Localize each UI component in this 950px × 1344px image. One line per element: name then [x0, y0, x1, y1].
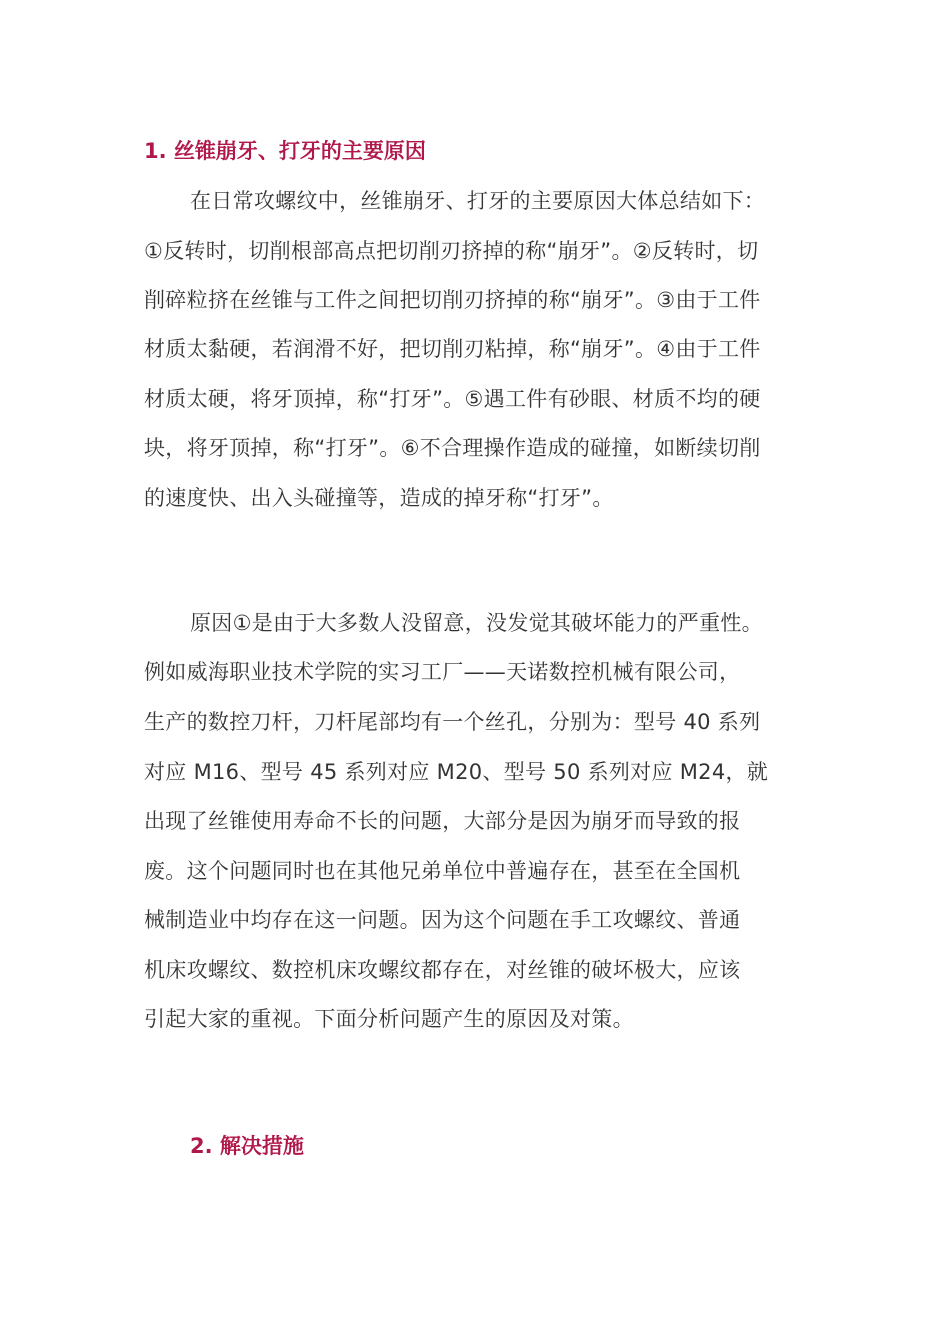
paragraph-line: 材质太硬，将牙顶掉，称“打牙”。⑤遇工件有砂眼、材质不均的硬: [144, 387, 761, 411]
paragraph-line: 削碎粒挤在丝锥与工件之间把切削刃挤掉的称“崩牙”。③由于工件: [144, 288, 761, 312]
paragraph-line: 械制造业中均存在这一问题。因为这个问题在手工攻螺纹、普通: [144, 908, 741, 932]
paragraph-line: 出现了丝锥使用寿命不长的问题，大部分是因为崩牙而导致的报: [144, 809, 741, 833]
paragraph-line: 材质太黏硬，若润滑不好，把切削刃粘掉，称“崩牙”。④由于工件: [144, 337, 761, 361]
paragraph-line: 引起大家的重视。下面分析问题产生的原因及对策。: [144, 1007, 634, 1031]
paragraph-line: 对应 M16、型号 45 系列对应 M20、型号 50 系列对应 M24，就: [144, 760, 769, 784]
paragraph-line: 块，将牙顶掉，称“打牙”。⑥不合理操作造成的碰撞，如断续切削: [144, 436, 761, 460]
paragraph-line: 生产的数控刀杆，刀杆尾部均有一个丝孔，分别为：型号 40 系列: [144, 710, 761, 734]
section-2-heading: 2. 解决措施: [190, 1134, 304, 1158]
paragraph-line: 机床攻螺纹、数控机床攻螺纹都存在，对丝锥的破坏极大，应该: [144, 958, 741, 982]
paragraph-line: 在日常攻螺纹中，丝锥崩牙、打牙的主要原因大体总结如下：: [190, 189, 766, 213]
paragraph-line: ①反转时，切削根部高点把切削刃挤掉的称“崩牙”。②反转时，切: [144, 239, 759, 263]
paragraph-line: 例如威海职业技术学院的实习工厂——天诺数控机械有限公司，: [144, 660, 741, 684]
paragraph-line: 废。这个问题同时也在其他兄弟单位中普遍存在，甚至在全国机: [144, 859, 741, 883]
section-1-heading: 1. 丝锥崩牙、打牙的主要原因: [144, 139, 426, 163]
paragraph-line: 原因①是由于大多数人没留意，没发觉其破坏能力的严重性。: [190, 611, 763, 635]
paragraph-line: 的速度快、出入头碰撞等，造成的掉牙称“打牙”。: [144, 486, 614, 510]
